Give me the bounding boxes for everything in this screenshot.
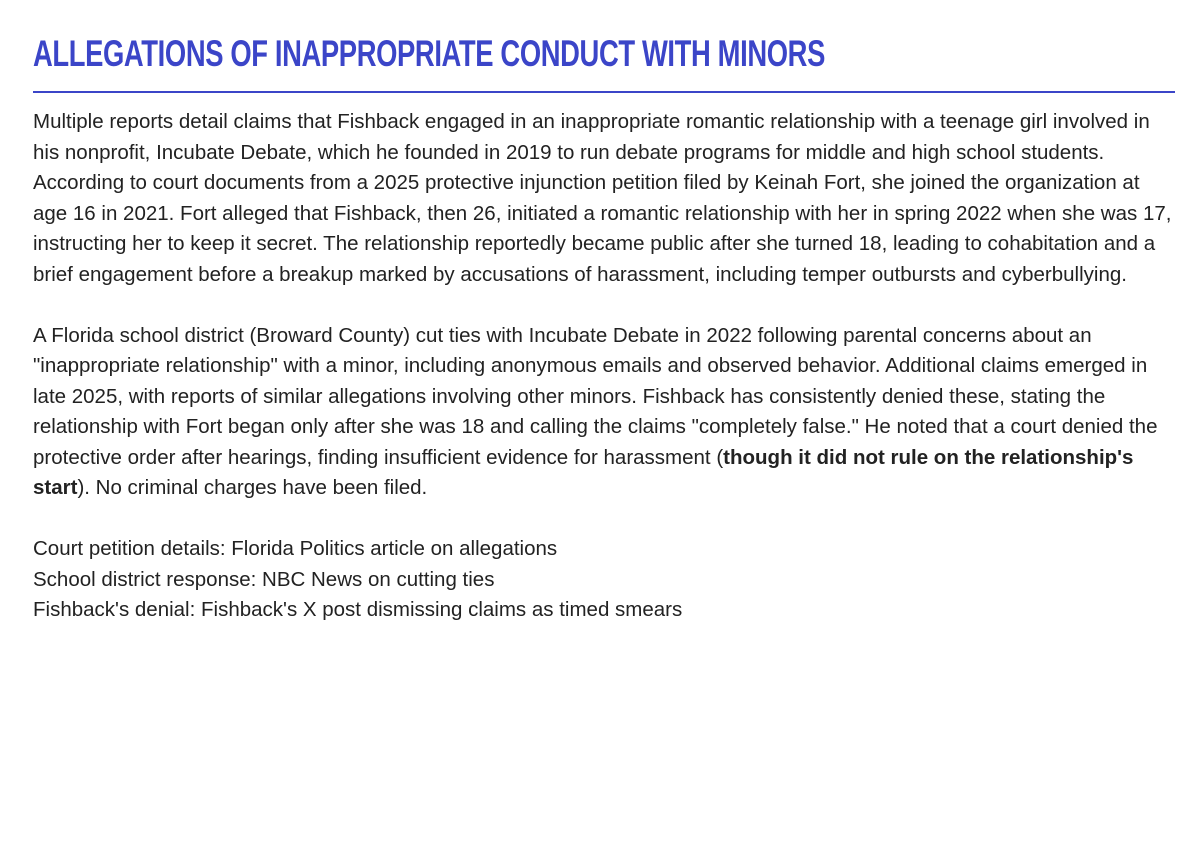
heading-divider bbox=[33, 91, 1175, 93]
source-school-district[interactable]: School district response: NBC News on cutting ties bbox=[33, 567, 495, 591]
paragraph-relationship-claims: Multiple reports detail claims that Fishback engaged in an inappropriate romantic relationship with a teenage girl involved in his nonprofit, Incubate Debate, which he founded in 2019 to run debate programs for middle and high school students. According to court documents from a 2025 protective injunction petition filed by Keinah Fort, she joined the organization at age 16 in 2021. Fort alleged that Fishback, then 26, initiated a romantic relationship with her in spring 2022 when she was 17, instructing her to keep it secret. The relationship reportedly became public after she turned 18, leading to cohabitation and a brief engagement before a breakup marked by accusations of harassment, including temper outbursts and cyberbullying. bbox=[33, 110, 1172, 286]
source-fishback-denial[interactable]: Fishback's denial: Fishback's X post dismissing claims as timed smears bbox=[33, 598, 683, 621]
article bbox=[33, 0, 1175, 621]
paragraph-text-after-bold: ). No criminal charges have been filed. bbox=[77, 476, 428, 499]
paragraph-text-before-bold: A Florida school district (Broward County) cut ties with Incubate Debate in 2022 following parental concerns about an "inappropriate relationship" with a minor, including anonymous emails and observed behavior. Additional claims emerged in late 2025, with reports of similar allegations involving other minors. Fishback has consistently denied these, stating the relationship with Fort began only after she was 18 and calling the claims "completely false." He noted that a court denied the protective order after hearings, finding insufficient evidence for harassment ( bbox=[33, 323, 1158, 469]
paragraph-school-district bbox=[33, 321, 1173, 504]
source-list bbox=[33, 534, 1173, 626]
section-heading: ALLEGATIONS OF INAPPROPRIATE CONDUCT WITH MINORS bbox=[33, 33, 825, 74]
bold-emphasis: though it did not rule on the relationship's start bbox=[33, 445, 1134, 499]
article-body bbox=[33, 107, 1173, 626]
source-court-petition[interactable]: Court petition details: Florida Politics article on allegations bbox=[33, 537, 558, 560]
